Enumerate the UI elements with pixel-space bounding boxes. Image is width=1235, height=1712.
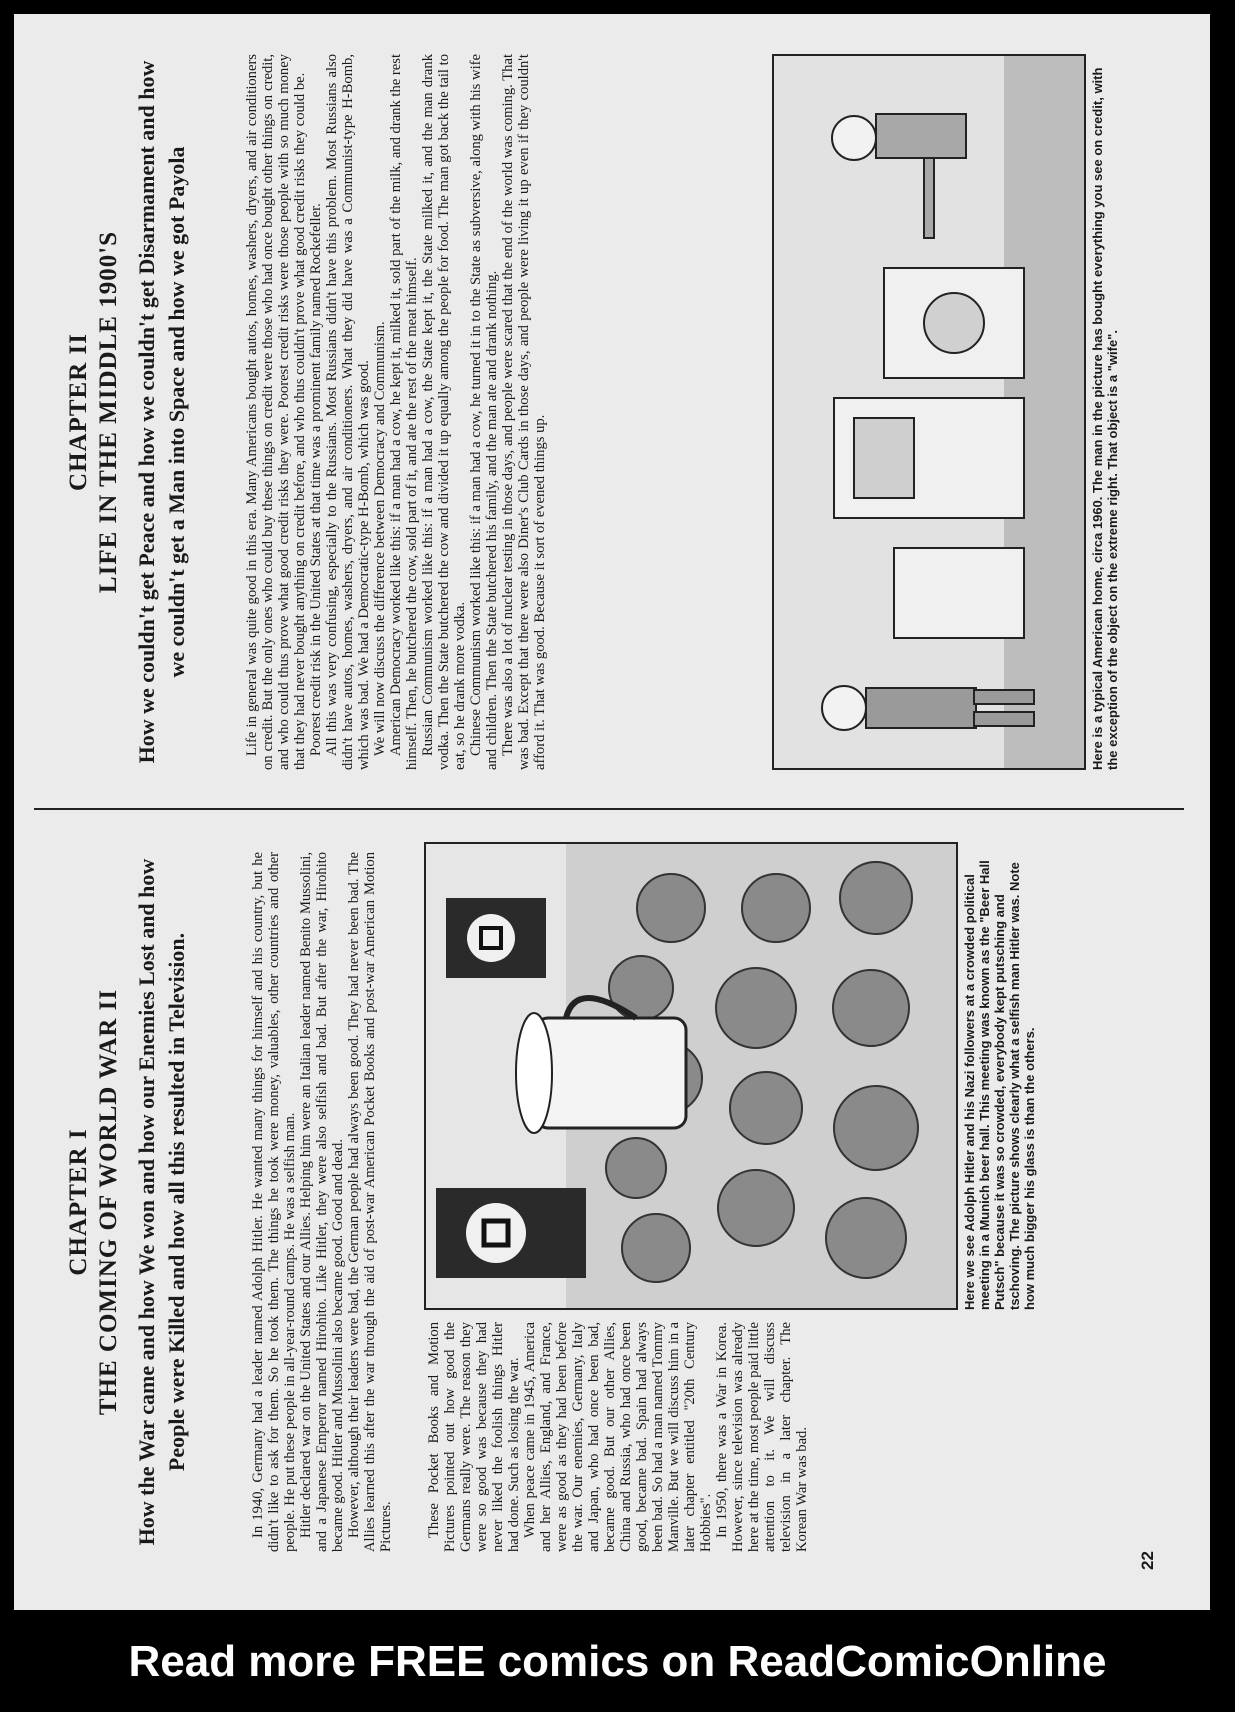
swastika-banner-icon <box>436 1188 586 1278</box>
paragraph: There was also a lot of nuclear testing in those days, and people were scared that the end of the world was coming. That was bad. Except that there were also Diner's Club Cards in those days, and people were living it up even if they couldn't afford it. That was good. Because it sort of evened things up. <box>500 54 548 770</box>
paragraph: These Pocket Books and Motion Pictures pointed out how good the Germans really were. The reason they were so good was because they had never liked the foolish things Hitler had done. Such as losing the war. <box>426 1322 522 1552</box>
magazine-page <box>14 14 1210 1610</box>
beer-hall-caption: Here we see Adolph Hitler and his Nazi followers at a crowded political meeting in a Munich beer hall. This meeting was known as the "Beer Hall Putsch" because it was so crowded, everybody kept putsching and tschoving. The picture shows clearly what a selfish man Hitler was. Note how much bigger his glass is than the others. <box>962 860 1037 1310</box>
chapter-one-page <box>14 810 1210 1610</box>
paragraph: However, although their leaders were bad, the German people had always been good. They had never been bad. The Allies learned this after the war through the aid of post-war American Pocket Books and post-war American Motion Pictures. <box>346 852 394 1552</box>
chapter-one-title: THE COMING OF WORLD WAR II <box>95 988 122 1416</box>
swastika-banner-icon <box>446 898 546 978</box>
paragraph: Russian Communism worked like this: if a man had a cow, the State kept it, the State milked it, and the man drank vodka. Then the State butchered the cow and divided it up equally among the people for food. The man got back the tail to eat, so he drank more vodka. <box>420 54 468 770</box>
chapter-one-intro-text <box>250 852 394 1552</box>
paragraph: Poorest credit risk in the United States at that time was a prominent family named Rockefeller. <box>308 203 324 756</box>
chapter-one-label: CHAPTER I <box>65 1128 92 1276</box>
paragraph: We will now discuss the difference between Democracy and Communism. <box>372 321 388 756</box>
chapter-two-label: CHAPTER II <box>65 333 92 491</box>
american-home-drawing <box>774 56 1084 768</box>
chapter-one-header <box>64 852 206 1552</box>
paragraph: Hitler declared war on the United States and our Allies. Helping him were an Italian leader named Benito Mussolini, and a Japanese Emperor named Hirohito. Like Hitler, they were also selfish and bad. But after the war, Hirohito became good. Hitler and Mussolini also became good. Good and dead. <box>298 852 346 1552</box>
chapter-two-text <box>244 54 548 770</box>
paragraph: In 1950, there was a War in Korea. However, since television was already here at the time, most people paid little attention to it. We will discuss television in a later chapter. The Korean War was bad. <box>714 1322 810 1552</box>
paragraph: Chinese Communism worked like this: if a man had a cow, he turned it in to the State as subversive, along with his wife and children. Then the State butchered his family, and the man ate and drank nothing. <box>468 54 500 770</box>
chapter-one-column-text <box>426 1322 810 1552</box>
american-home-caption: Here is a typical American home, circa 1960. The man in the picture has bought everything you see on credit, with the exception of the object on the extreme right. That object is a "wife". <box>1090 67 1120 770</box>
chapter-two-title: LIFE IN THE MIDDLE 1900'S <box>95 230 122 594</box>
paragraph: Life in general was quite good in this era. Many Americans bought autos, homes, washers, dryers, and air conditioners on credit. But the only ones who could buy these things on credit were those who had once bought other things on credit, and who could thus prove what good credit risks they were. Poorest credit risks were those people with so much money that they had never bought anything on credit before, and who thus couldn't prove what good credit risks they could be. <box>244 54 308 770</box>
page-number: 22 <box>1138 1551 1157 1570</box>
chapter-two-header <box>64 54 206 770</box>
beer-hall-drawing <box>426 844 956 1308</box>
chapter-one-subtitle: How the War came and how We won and how our Enemies Lost and how People were Killed and how all this resulted in Television. <box>134 858 189 1546</box>
beer-stein-icon <box>516 998 686 1133</box>
chapter-two-page <box>14 14 1210 810</box>
rotated-spread <box>14 14 1210 1610</box>
paragraph: All this was very confusing, especially to the Russians. Most Russians didn't have this problem. Most Russians also didn't have autos, homes, washers, dryers, and air conditioners. What they did have was a Communist-type H-Bomb, which was bad. We had a Democratic-type H-Bomb, which was good. <box>324 54 372 770</box>
american-home-figure <box>772 54 1120 770</box>
paragraph: In 1940, Germany had a leader named Adolph Hitler. He wanted many things for himself and his country, but he didn't like to ask for them. So he took them. The things he took were money, valuables, other countries and other people. He put these people in all-year-round camps. He was a selfish man. <box>250 852 298 1552</box>
paragraph: American Democracy worked like this: if a man had a cow, he kept it, milked it, sold part of the milk, and drank the rest himself. Then, he butchered the cow, sold part of it, and ate the rest of the meat himself. <box>388 54 420 770</box>
promo-footer[interactable]: Read more FREE comics on ReadComicOnline <box>128 1637 1107 1686</box>
american-home-illustration <box>772 54 1086 770</box>
chapter-two-subtitle: How we couldn't get Peace and how we couldn't get Disarmament and how we couldn't get a Man into Space and how we got Payola <box>134 60 189 764</box>
paragraph: When peace came in 1945, America and her Allies, England, and France, were as good as they had been before the war. Our enemies, Germany, Italy and Japan, who had once been bad, became good. But our other Allies, China and Russia, who had once been good, became bad. Spain had always been bad. So had a man named Tommy Manville. But we will discuss him in a later chapter entitled "20th Century Hobbies". <box>522 1322 714 1552</box>
beer-hall-illustration <box>424 842 958 1310</box>
beer-hall-figure <box>424 840 1037 1310</box>
